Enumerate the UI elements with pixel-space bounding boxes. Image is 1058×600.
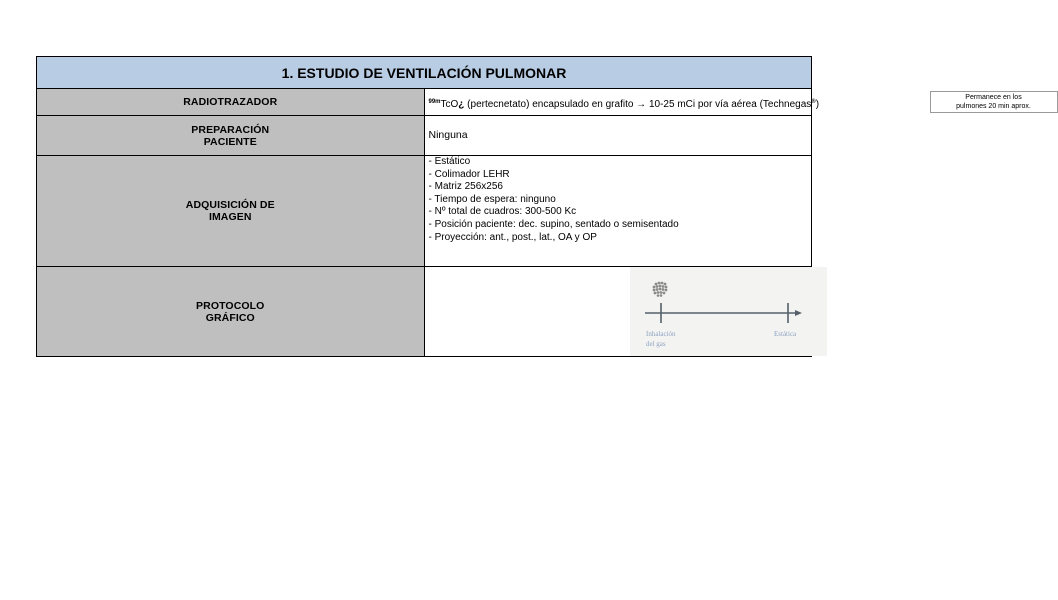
- isotope-mass: 99m: [428, 99, 441, 105]
- label-estatica: Estática: [773, 330, 796, 338]
- protocol-diagram-svg: [630, 267, 827, 356]
- label-preparacion: [37, 116, 425, 156]
- table-title: 1. ESTUDIO DE VENTILACIÓN PULMONAR: [37, 57, 812, 89]
- list-item: - Colimador LEHR: [428, 168, 510, 180]
- registered-mark: ®: [811, 99, 816, 105]
- note-line-2: pulmones 20 min aprox.: [956, 102, 1031, 110]
- label-protocolo: [37, 267, 425, 357]
- adquisicion-cell: [424, 156, 812, 267]
- label-protocolo-line1: PROTOCOLO: [196, 299, 265, 312]
- label-radiotrazador: RADIOTRAZADOR: [37, 89, 425, 116]
- list-item: - Tiempo de espera: ninguno: [428, 193, 556, 205]
- closing-paren: ): [815, 99, 820, 110]
- label-del-gas: del gas: [645, 340, 666, 348]
- label-adquisicion: [37, 156, 425, 267]
- list-item: - Proyección: ant., post., lat., OA y OP: [428, 231, 597, 243]
- compound-suffix: ¿: [458, 99, 465, 110]
- list-item: - Estático: [428, 156, 471, 167]
- retention-note: [930, 91, 1058, 113]
- label-protocolo-line2: GRÁFICO: [205, 311, 255, 324]
- radiotrazador-cell: [424, 89, 1031, 116]
- compound: TcO: [440, 99, 459, 110]
- list-item: - Posición paciente: dec. supino, sentado o semisentado: [428, 218, 679, 230]
- note-line-1: Permanece en los: [965, 94, 1022, 101]
- list-item: - Nº total de cuadros: 300-500 Kc: [428, 206, 577, 218]
- adquisicion-list: [429, 156, 812, 244]
- protocolo-cell: [424, 267, 812, 357]
- preparacion-value: Ninguna: [424, 116, 812, 156]
- label-adquisicion-line1: ADQUISICIÓN DE: [185, 199, 275, 211]
- label-adquisicion-line2: IMAGEN: [208, 211, 252, 223]
- ventilation-study-table: [36, 56, 1031, 357]
- list-item: - Matriz 256x256: [428, 181, 503, 193]
- label-inhalacion: Inhalación: [645, 330, 676, 338]
- protocol-diagram: [630, 267, 827, 356]
- radiotrazador-description: (pertecnetato) encapsulado en grafito → 10-25 mCi por vía aérea (Technegas: [464, 99, 812, 110]
- label-preparacion-line1: PREPARACIÓN: [191, 123, 270, 136]
- radiotrazador-text: [429, 96, 820, 111]
- label-preparacion-line2: PACIENTE: [203, 135, 257, 148]
